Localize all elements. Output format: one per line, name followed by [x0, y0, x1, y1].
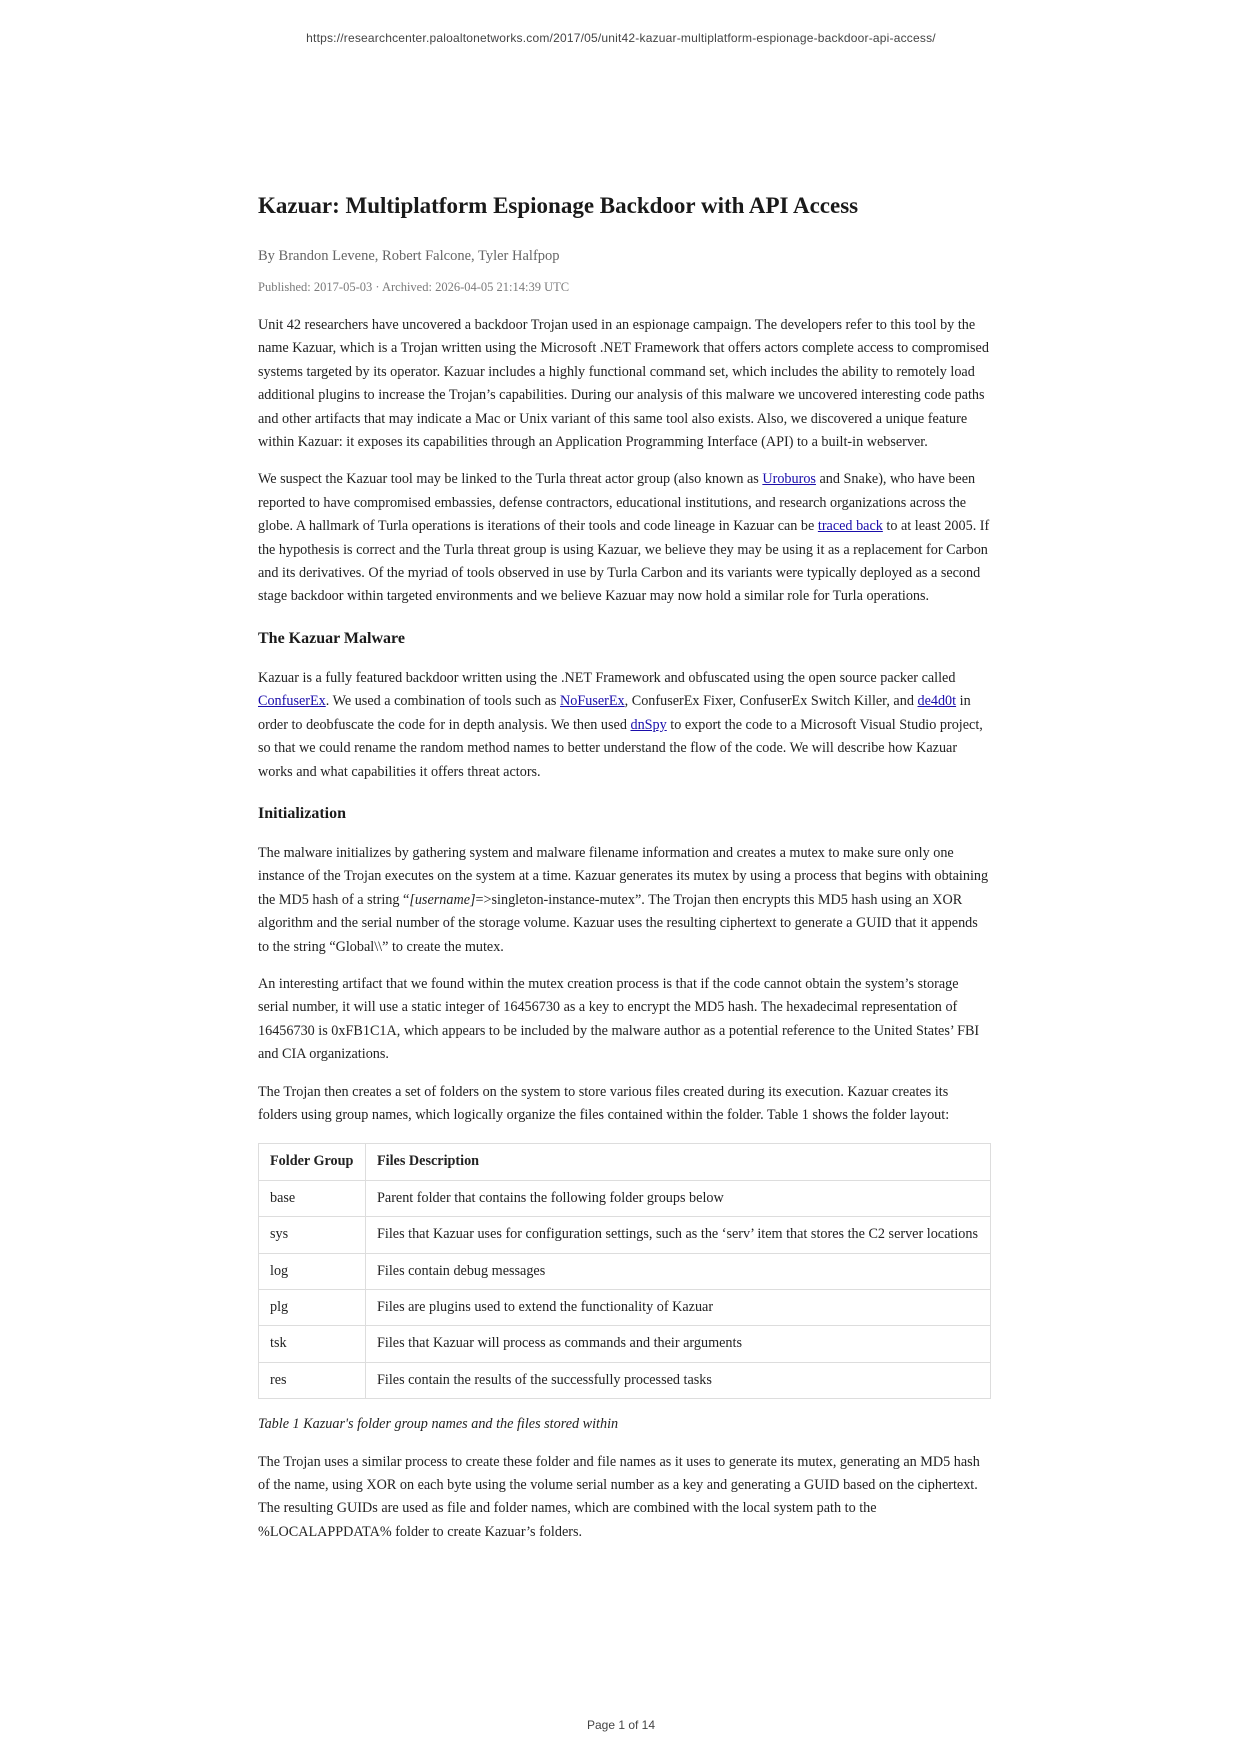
table-cell: base — [259, 1180, 366, 1216]
section-heading-initialization: Initialization — [258, 804, 347, 822]
table-row — [259, 1290, 991, 1326]
confuserex-link[interactable]: ConfuserEx — [258, 693, 326, 710]
table-cell: res — [259, 1362, 366, 1398]
table-cell: plg — [259, 1290, 366, 1326]
table-caption: Table 1 Kazuar's folder group names and the files stored within — [258, 1416, 619, 1433]
section-heading-malware: The Kazuar Malware — [258, 629, 405, 647]
table-cell: Files that Kazuar will process as commands and their arguments — [366, 1326, 991, 1362]
table-row — [259, 1326, 991, 1362]
paragraph-turla: We suspect the Kazuar tool may be linked to the Turla threat actor group (also known as Uroburos and Snake), who have been reported to have compromised embassies, defense contractors, educational institutions, and research organizations across the globe. A hallmark of Turla operations is iterations of their tools and code lineage in Kazuar can be traced back to at least 2005. If the hypothesis is correct and the Turla threat group is using Kazuar, we believe they may be using it as a replacement for Carbon and its derivatives. Of the myriad of tools observed in use by Turla Carbon and its variants were typically deployed as a second stage backdoor within targeted environments and we believe Kazuar may now hold a similar role for Turla operations. — [258, 471, 990, 605]
de4d0t-link[interactable]: de4d0t — [917, 693, 957, 710]
paragraph-guids: The Trojan uses a similar process to create these folder and file names as it uses to generate its mutex, generating an MD5 hash of the name, using XOR on each byte using the volume serial number as a key and generating a GUID based on the ciphertext. The resulting GUIDs are used as file and folder names, which are combined with the local system path to the %LOCALAPPDATA% folder to create Kazuar’s folders. — [258, 1453, 980, 1540]
table-row — [259, 1253, 991, 1289]
nofuserex-link[interactable]: NoFuserEx — [560, 693, 625, 710]
paragraph-serial: An interesting artifact that we found within the mutex creation process is that if the code cannot obtain the system’s storage serial number, it will use a static integer of 16456730 as a key to encrypt the MD5 hash. The hexadecimal representation of 16456730 is 0xFB1C1A, which appears to be included by the malware author as a potential reference to the United States’ FBI and CIA organizations. — [258, 975, 980, 1063]
article-byline: By Brandon Levene, Robert Falcone, Tyler Halfpop — [258, 248, 560, 264]
article — [258, 190, 991, 1544]
table-row — [259, 1217, 991, 1253]
table-cell: Files that Kazuar uses for configuration settings, such as the ‘serv’ item that stores the C2 server locations — [366, 1217, 991, 1253]
page-url: https://researchcenter.paloaltonetworks.com/2017/05/unit42-kazuar-multiplatform-espionage-backdoor-api-access/ — [306, 31, 936, 45]
paragraph-malware: Kazuar is a fully featured backdoor written using the .NET Framework and obfuscated using the open source packer called ConfuserEx. We used a combination of tools such as NoFuserEx, ConfuserEx Fixer, ConfuserEx Switch Killer, and de4d0t in order to deobfuscate the code for in depth analysis. We then used dnSpy to export the code to a Microsoft Visual Studio project, so that we could rename the random method names to better understand the flow of the code. We will describe how Kazuar works and what capabilities it offers threat actors. — [258, 669, 983, 780]
paragraph-folders: The Trojan then creates a set of folders on the system to store various files created during its execution. Kazuar creates its folders using group names, which logically organize the files contained within the folder. Table 1 shows the folder layout: — [258, 1083, 950, 1123]
dnspy-link[interactable]: dnSpy — [630, 716, 667, 733]
table-cell: sys — [259, 1217, 366, 1253]
table-header-row — [259, 1144, 991, 1180]
table-header-cell: Files Description — [366, 1144, 991, 1180]
page-number: Page 1 of 14 — [586, 1718, 656, 1732]
traced-back-link[interactable]: traced back — [817, 518, 883, 535]
uroburos-link[interactable]: Uroburos — [762, 471, 816, 488]
table-header-cell: Folder Group — [259, 1144, 366, 1180]
article-title: Kazuar: Multiplatform Espionage Backdoor with API Access — [258, 193, 859, 218]
paragraph-intro: Unit 42 researchers have uncovered a backdoor Trojan used in an espionage campaign. The developers refer to this tool by the name Kazuar, which is a Trojan written using the Microsoft .NET Framework that offers actors complete access to compromised systems targeted by its operator. Kazuar includes a highly functional command set, which includes the ability to remotely load additional plugins to increase the Trojan’s capabilities. During our analysis of this malware we uncovered interesting code paths and other artifacts that may indicate a Mac or Unix variant of this same tool also exists. Also, we discovered a unique feature within Kazuar: it exposes its capabilities through an Application Programming Interface (API) to a built-in webserver. — [258, 317, 989, 451]
table-cell: Files contain the results of the successfully processed tasks — [366, 1362, 991, 1398]
article-published-date: Published: 2017-05-03 · Archived: 2026-04-05 21:14:39 UTC — [258, 280, 570, 294]
table-cell: Parent folder that contains the following folder groups below — [366, 1180, 991, 1216]
table-cell: log — [259, 1253, 366, 1289]
paragraph-mutex: The malware initializes by gathering system and malware filename information and creates a mutex to make sure only one instance of the Trojan executes on the system at a time. Kazuar generates its mutex by using a process that begins with obtaining the MD5 hash of a string “[username]=>singleton-instance-mutex”. The Trojan then encrypts this MD5 hash using an XOR algorithm and the serial number of the storage volume. Kazuar uses the resulting ciphertext to generate a GUID that it appends to the string “Global\\” to create the mutex. — [258, 844, 989, 955]
table-cell: Files contain debug messages — [366, 1253, 991, 1289]
folder-table — [258, 1143, 991, 1399]
table-row — [259, 1362, 991, 1398]
table-row — [259, 1180, 991, 1216]
table-cell: Files are plugins used to extend the functionality of Kazuar — [366, 1290, 991, 1326]
table-cell: tsk — [259, 1326, 366, 1362]
